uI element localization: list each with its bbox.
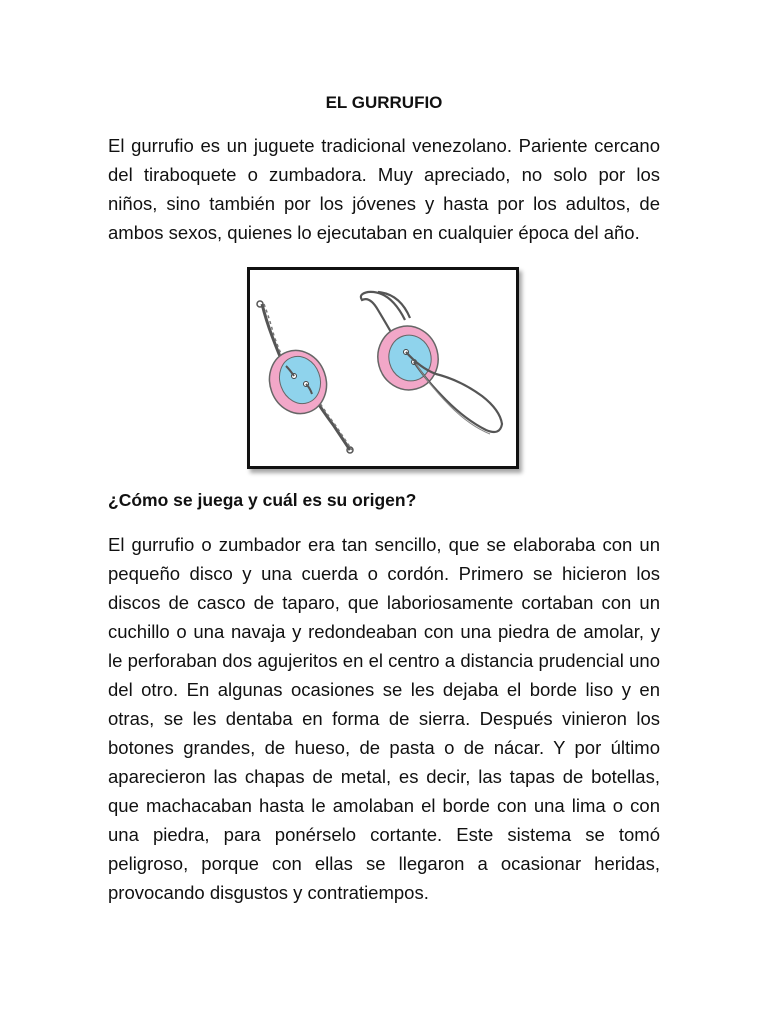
gurrufio-illustration [247, 267, 519, 469]
section-heading: ¿Cómo se juega y cuál es su origen? [108, 490, 417, 510]
twisted-string-toy [257, 301, 353, 453]
intro-paragraph: El gurrufio es un juguete tradicional venezolano. Pariente cercano del tiraboquete o zumbadora. Muy apreciado, no solo por los niños, sino también por los jóvenes y hasta por los adultos, de ambos sexos, quienes lo ejecutaban en cualquier época del año. [108, 135, 660, 243]
gurrufio-toy-icon [250, 270, 516, 466]
body-paragraph: El gurrufio o zumbador era tan sencillo, que se elaboraba con un pequeño disco y una cuerda o cordón. Primero se hicieron los discos de casco de taparo, que laboriosamente cortaban con un cuchillo o una navaja y redondeaban con una piedra de amolar, y le perforaban dos agujeritos en el centro a distancia prudencial uno del otro. En algunas ocasiones se les dejaba el borde liso y en otras, se les dentaba en forma de sierra. Después vinieron los botones grandes, de hueso, de pasta o de nácar. Y por último aparecieron las chapas de metal, es decir, las tapas de botellas, que machacaban hasta le amolaban el borde con una lima o con una piedra, para ponérselo cortante. Este sistema se tomó peligroso, porque con ellas se llegaron a ocasionar heridas, provocando disgustos y contratiempos. [108, 534, 660, 903]
loop-string-toy [361, 292, 502, 434]
document-title: EL GURRUFIO [325, 93, 443, 112]
